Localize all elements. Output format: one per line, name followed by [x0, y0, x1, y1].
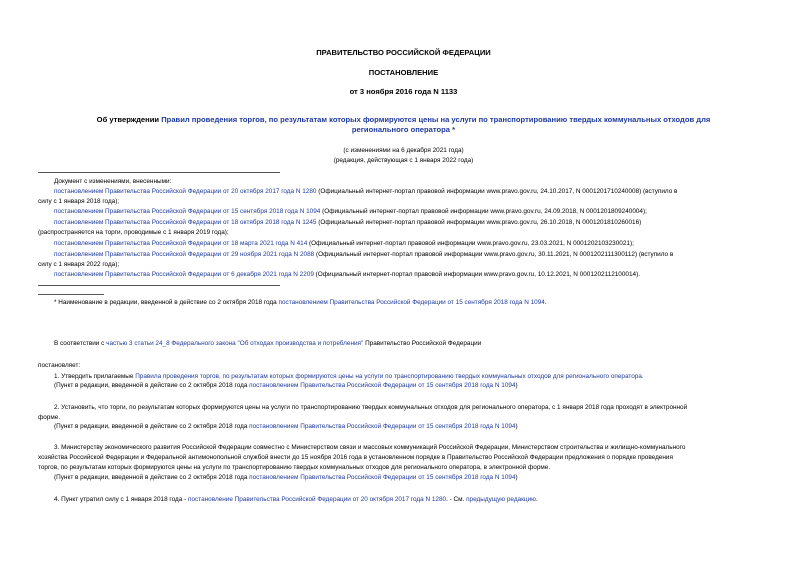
paragraph-2-note: (Пункт в редакции, введенной в действие со 2 октября 2018 года постановлением Правительства Российской Федерации от 15 сентября 2018 года N 1094): [54, 423, 518, 430]
intro-paragraph: В соответствии с частью 3 статьи 24_8 Федерального закона "Об отходах производства и потребления" Правительство Российской Федерации: [54, 340, 482, 347]
amendment-link[interactable]: постановлением Правительства Российской Федерации от 15 сентября 2018 года N 1094: [249, 382, 516, 389]
changes-intro: Документ с изменениями, внесенными:: [54, 178, 172, 185]
divider: [38, 172, 280, 173]
amendment-link[interactable]: постановлением Правительства Российской Федерации от 15 сентября 2018 года N 1094: [249, 474, 516, 481]
repeal-link[interactable]: постановление Правительства Российской Федерации от 20 октября 2017 года N 1280: [188, 496, 447, 503]
change-item-cont: силу с 1 января 2022 года);: [38, 261, 120, 268]
paragraph-1-note: (Пункт в редакции, введенной в действие со 2 октября 2018 года постановлением Правительства Российской Федерации от 15 сентября 2018 года N 1094): [54, 382, 518, 389]
footnote-link[interactable]: постановлением Правительства Российской Федерации от 15 сентября 2018 года N 1094: [278, 299, 545, 306]
paragraph-3-cont: торгов, по результатам которых формируются цены на услуги по транспортированию твердых коммунальных отходов для регионального оператора, в электронной форме.: [38, 464, 551, 471]
previous-edition-link[interactable]: предыдущую редакцию: [466, 496, 536, 503]
change-item: постановлением Правительства Российской Федерации от 15 сентября 2018 года N 1094 (Официальный интернет-портал правовой информации www.pravo.gov.ru, 24.09.2018, N 0001201809240004);: [54, 208, 647, 215]
change-link[interactable]: постановлением Правительства Российской Федерации от 18 марта 2021 года N 414: [54, 240, 308, 247]
title-prefix: Об утверждении: [96, 115, 160, 124]
change-item: постановлением Правительства Российской Федерации от 6 декабря 2021 года N 2209 (Официальный интернет-портал правовой информации www.pravo.gov.ru, 10.12.2021, N 0001202112100014).: [54, 271, 640, 278]
law-link[interactable]: частью 3 статьи 24_8 Федерального закона "Об отходах производства и потребления": [106, 340, 364, 347]
change-item-cont: силу с 1 января 2018 года);: [38, 198, 120, 205]
doc-type-heading: ПОСТАНОВЛЕНИЕ: [368, 68, 439, 77]
paragraph-1: 1. Утвердить прилагаемые Правила проведения торгов, по результатам которых формируются цены на услуги по транспортированию твердых коммунальных отходов для регионального оператора.: [54, 373, 644, 380]
edition-note: (редакция, действующая с 1 января 2022 года): [333, 157, 474, 164]
footnote-divider: [38, 294, 104, 295]
government-heading: ПРАВИТЕЛЬСТВО РОССИЙСКОЙ ФЕДЕРАЦИИ: [316, 48, 491, 57]
divider: [38, 285, 280, 286]
paragraph-2: 2. Установить, что торги, по результатам которых формируются цены на услуги по транспортированию твердых коммунальных отходов для регионального оператора, с 1 января 2018 года проходят в электронной: [54, 404, 688, 411]
changes-note: (с изменениями на 6 декабря 2021 года): [343, 147, 464, 154]
rules-link[interactable]: Правила проведения торгов, по результатам которых формируются цены на услуги по транспортированию твердых коммунальных отходов для регионального оператора.: [135, 373, 644, 380]
change-item: постановлением Правительства Российской Федерации от 20 октября 2017 года N 1280 (Официальный интернет-портал правовой информации www.pravo.gov.ru, 24.10.2017, N 0001201710240008) (вступило в: [54, 188, 678, 195]
footnote: * Наименование в редакции, введенной в действие со 2 октября 2018 года постановлением Правительства Российской Федерации от 15 сентября 2018 года N 1094.: [54, 299, 547, 306]
change-item: постановлением Правительства Российской Федерации от 18 марта 2021 года N 414 (Официальный интернет-портал правовой информации www.pravo.gov.ru, 23.03.2021, N 0001202103230021);: [54, 240, 634, 247]
paragraph-4: 4. Пункт утратил силу с 1 января 2018 года - постановление Правительства Российской Федерации от 20 октября 2017 года N 1280. - См. предыдущую редакцию.: [54, 496, 538, 503]
change-link[interactable]: постановлением Правительства Российской Федерации от 15 сентября 2018 года N 1094: [54, 208, 321, 215]
paragraph-3-cont: хозяйства Российской Федерации и Федеральной антимонопольной службой внести до 15 ноября 2016 года в установленном порядке в Правительство Российской Федерации предложения о порядке проведения: [38, 454, 673, 461]
change-link[interactable]: постановлением Правительства Российской Федерации от 29 ноября 2021 года N 2088: [54, 251, 315, 258]
change-item: постановлением Правительства Российской Федерации от 18 октября 2018 года N 1245 (Официальный интернет-портал правовой информации www.pravo.gov.ru, 26.10.2018, N 0001201810260016): [54, 219, 642, 226]
paragraph-2-cont: форме.: [38, 414, 61, 421]
date-number-heading: от 3 ноября 2016 года N 1133: [349, 87, 458, 96]
change-link[interactable]: постановлением Правительства Российской Федерации от 6 декабря 2021 года N 2209: [54, 271, 314, 278]
document-title: [0, 115, 807, 124]
title-link-line2[interactable]: регионального оператора *: [351, 125, 456, 134]
change-link[interactable]: постановлением Правительства Российской Федерации от 20 октября 2017 года N 1280: [54, 188, 317, 195]
change-link[interactable]: постановлением Правительства Российской Федерации от 18 октября 2018 года N 1245: [54, 219, 317, 226]
paragraph-3: 3. Министерству экономического развития Российской Федерации совместно с Министерством связи и массовых коммуникаций Российской Федерации, Министерством строительства и жилищно-коммунального: [54, 444, 686, 451]
amendment-link[interactable]: постановлением Правительства Российской Федерации от 15 сентября 2018 года N 1094: [249, 423, 516, 430]
change-item: постановлением Правительства Российской Федерации от 29 ноября 2021 года N 2088 (Официальный интернет-портал правовой информации www.pravo.gov.ru, 30.11.2021, N 0001202111300112) (вступило в: [54, 251, 674, 258]
decree-word: постановляет:: [38, 362, 81, 369]
paragraph-3-note: (Пункт в редакции, введенной в действие со 2 октября 2018 года постановлением Правительства Российской Федерации от 15 сентября 2018 года N 1094): [54, 474, 518, 481]
change-item-cont: (распространяется на торги, проводимые с 1 января 2019 года);: [38, 229, 229, 236]
title-link[interactable]: Правил проведения торгов, по результатам которых формируются цены на услуги по транспортированию твердых коммунальных отходов для: [161, 115, 711, 124]
